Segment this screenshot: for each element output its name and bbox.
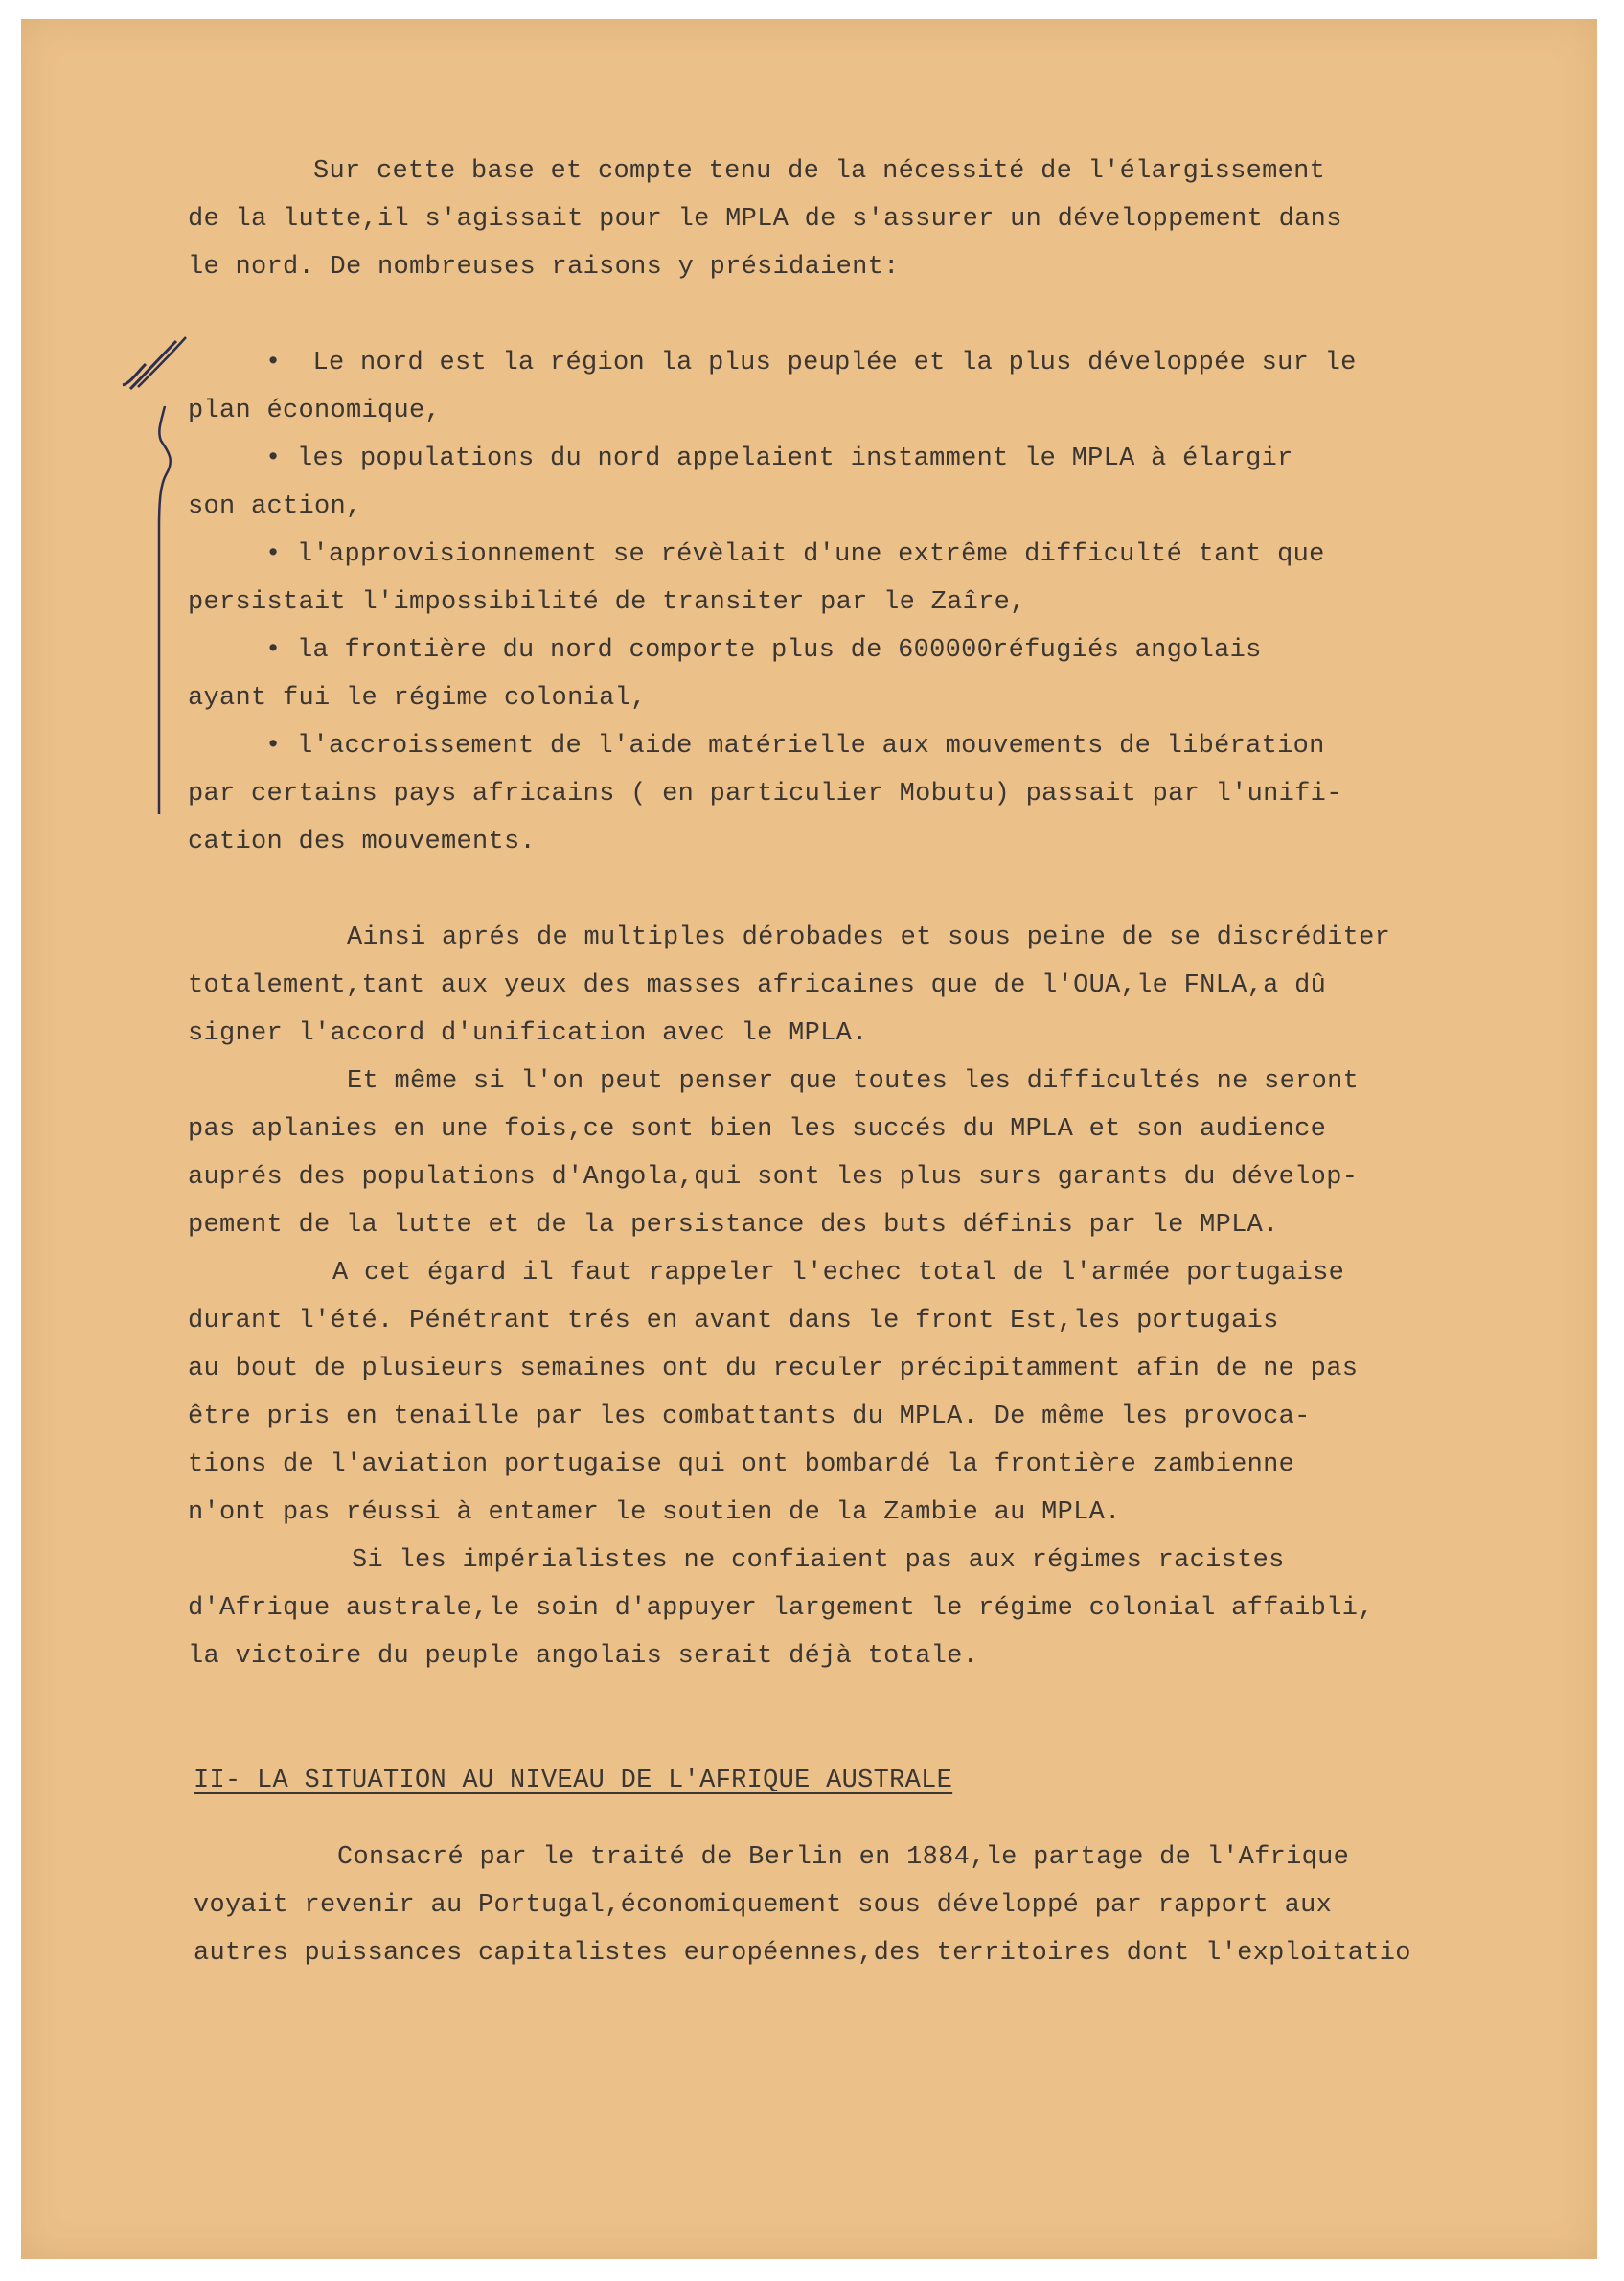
paragraph-line: signer l'accord d'unification avec le MPLA. — [188, 1019, 868, 1048]
pen-margin-bracket-icon — [136, 402, 184, 824]
paragraph-line: n'ont pas réussi à entamer le soutien de la Zambie au MPLA. — [188, 1498, 1121, 1527]
list-item: son action, — [188, 492, 362, 521]
paragraph-line: le nord. De nombreuses raisons y présidaient: — [188, 253, 900, 282]
list-item: • l'accroissement de l'aide matérielle aux mouvements de libération — [265, 732, 1325, 761]
paragraph-line: auprés des populations d'Angola,qui sont les plus surs garants du dévelop- — [188, 1163, 1359, 1192]
list-item: cation des mouvements. — [188, 828, 537, 856]
list-item: ayant fui le régime colonial, — [188, 684, 647, 713]
paragraph-line: Sur cette base et compte tenu de la nécessité de l'élargissement — [313, 157, 1326, 186]
paragraph-line: la victoire du peuple angolais serait déjà totale. — [188, 1642, 979, 1671]
list-item: par certains pays africains ( en particulier Mobutu) passait par l'unifi- — [188, 780, 1342, 809]
paragraph-line: Ainsi aprés de multiples dérobades et sous peine de se discréditer — [347, 924, 1391, 952]
paragraph-line: autres puissances capitalistes européennes,des territoires dont l'exploitatio — [194, 1939, 1411, 1968]
list-item: • les populations du nord appelaient instamment le MPLA à élargir — [265, 445, 1293, 473]
paragraph-line: A cet égard il faut rappeler l'echec total de l'armée portugaise — [332, 1259, 1345, 1288]
paragraph-line: au bout de plusieurs semaines ont du reculer précipitamment afin de ne pas — [188, 1355, 1359, 1383]
paragraph-line: totalement,tant aux yeux des masses africaines que de l'OUA,le FNLA,a dû — [188, 971, 1327, 1000]
paragraph-line: tions de l'aviation portugaise qui ont bombardé la frontière zambienne — [188, 1450, 1295, 1479]
paragraph-line: de la lutte,il s'agissait pour le MPLA de s'assurer un développement dans — [188, 205, 1342, 234]
list-item: • l'approvisionnement se révèlait d'une extrême difficulté tant que — [265, 540, 1325, 569]
list-item: plan économique, — [188, 397, 442, 425]
paragraph-line: durant l'été. Pénétrant trés en avant dans le front Est,les portugais — [188, 1307, 1279, 1335]
document-page — [21, 19, 1597, 2259]
paragraph-line: être pris en tenaille par les combattants du MPLA. De même les provoca- — [188, 1403, 1311, 1431]
pen-check-mark-icon — [117, 326, 203, 402]
paragraph-line: pas aplanies en une fois,ce sont bien les succés du MPLA et son audience — [188, 1115, 1327, 1144]
paragraph-line: d'Afrique australe,le soin d'appuyer largement le régime colonial affaibli, — [188, 1594, 1374, 1623]
list-item: • la frontière du nord comporte plus de 600000réfugiés angolais — [265, 636, 1262, 665]
paragraph-line: Et même si l'on peut penser que toutes les difficultés ne seront — [347, 1067, 1360, 1096]
paragraph-line: Si les impérialistes ne confiaient pas aux régimes racistes — [352, 1546, 1285, 1575]
section-heading: II- LA SITUATION AU NIVEAU DE L'AFRIQUE AUSTRALE — [194, 1767, 953, 1795]
paragraph-line: voyait revenir au Portugal,économiquement sous développé par rapport aux — [194, 1891, 1333, 1920]
paragraph-line: Consacré par le traité de Berlin en 1884,le partage de l'Afrique — [337, 1843, 1350, 1872]
list-item: • Le nord est la région la plus peuplée et la plus développée sur le — [265, 349, 1357, 377]
paragraph-line: pement de la lutte et de la persistance des buts définis par le MPLA. — [188, 1211, 1279, 1240]
list-item: persistait l'impossibilité de transiter par le Zaîre, — [188, 588, 1026, 617]
